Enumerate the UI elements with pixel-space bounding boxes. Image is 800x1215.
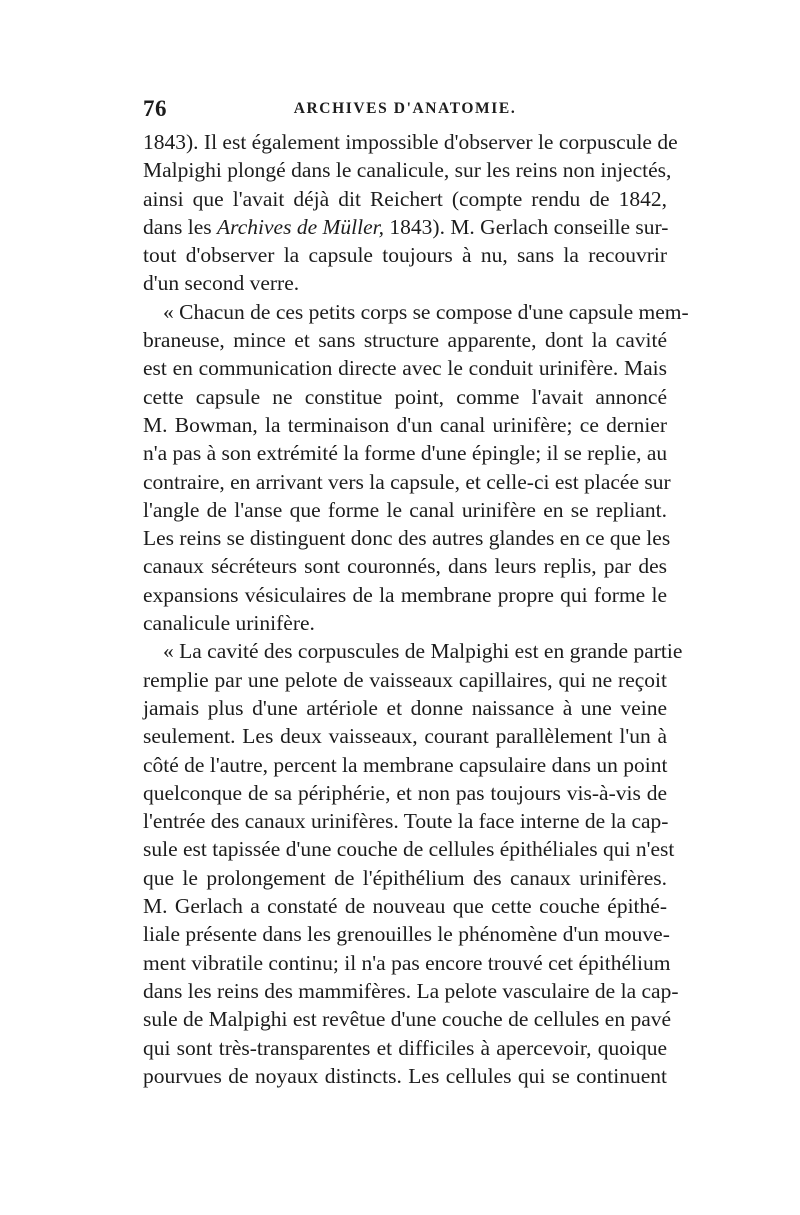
- text-line: quelconque de sa périphérie, et non pas toujours vis-à-vis de: [143, 780, 667, 805]
- text-line: dans les reins des mammifères. La pelote vasculaire de la cap-: [143, 978, 679, 1003]
- text-line: est en communication directe avec le conduit urinifère. Mais: [143, 356, 667, 381]
- text-line: expansions vésiculaires de la membrane propre qui forme le: [143, 582, 667, 607]
- text-line: ainsi que l'avait déjà dit Reichert (compte rendu de 1842,: [143, 186, 667, 211]
- text-line: Les reins se distinguent donc des autres glandes en ce que les: [143, 526, 671, 551]
- text-line: remplie par une pelote de vaisseaux capillaires, qui ne reçoit: [143, 667, 667, 692]
- text-line: 1843). Il est également impossible d'observer le corpuscule de: [143, 130, 678, 154]
- text-line: qui sont très-transparentes et difficiles à apercevoir, quoique: [143, 1035, 667, 1060]
- text-line: cette capsule ne constitue point, comme l'avait annoncé: [143, 384, 667, 409]
- text-line: ment vibratile continu; il n'a pas encore trouvé cet épithélium: [143, 950, 671, 975]
- running-title: ARCHIVES D'ANATOMIE.: [293, 100, 517, 117]
- text-line: côté de l'autre, percent la membrane capsulaire dans un point: [143, 752, 668, 777]
- text-fragment: 1843). M. Gerlach conseille sur-: [389, 214, 669, 239]
- text-line: [143, 213, 667, 241]
- text-line: sule de Malpighi est revêtue d'une couche de cellules en pavé: [143, 1007, 672, 1032]
- paragraph-start: « La cavité des corpuscules de Malpighi est en grande partie: [163, 639, 683, 664]
- text-line: d'un second verre.: [143, 271, 300, 296]
- text-line: n'a pas à son extrémité la forme d'une épingle; il se replie, au: [143, 441, 668, 466]
- text-line: l'entrée des canaux urinifères. Toute la face interne de la cap-: [143, 809, 669, 834]
- body-text: [143, 128, 689, 1090]
- text-line: canalicule urinifère.: [143, 611, 315, 636]
- text-line: liale présente dans les grenouilles le phénomène d'un mouve-: [143, 922, 670, 947]
- text-line: braneuse, mince et sans structure apparente, dont la cavité: [143, 328, 667, 353]
- text-line: tout d'observer la capsule toujours à nu, sans la recouvrir: [143, 243, 667, 268]
- page-header: [143, 96, 667, 126]
- page-number: 76: [143, 96, 167, 121]
- text-line: canaux sécréteurs sont couronnés, dans leurs replis, par des: [143, 554, 667, 579]
- text-line: jamais plus d'une artériole et donne naissance à une veine: [143, 695, 667, 720]
- text-fragment: dans les: [143, 214, 212, 239]
- paragraph-start: « Chacun de ces petits corps se compose d'une capsule mem-: [163, 299, 689, 324]
- text-line: pourvues de noyaux distincts. Les cellules qui se continuent: [143, 1063, 667, 1088]
- text-line: l'angle de l'anse que forme le canal urinifère en se repliant.: [143, 497, 667, 522]
- text-line: sule est tapissée d'une couche de cellules épithéliales qui n'est: [143, 837, 675, 862]
- text-line: seulement. Les deux vaisseaux, courant parallèlement l'un à: [143, 724, 667, 749]
- text-line: contraire, en arrivant vers la capsule, et celle-ci est placée sur: [143, 469, 671, 494]
- text-line: Malpighi plongé dans le canalicule, sur les reins non injectés,: [143, 158, 672, 183]
- text-line: que le prolongement de l'épithélium des canaux urinifères.: [143, 865, 667, 890]
- text-line: M. Gerlach a constaté de nouveau que cette couche épithé-: [143, 894, 667, 919]
- text-line: M. Bowman, la terminaison d'un canal urinifère; ce dernier: [143, 412, 667, 437]
- journal-title: Archives de Müller,: [217, 214, 385, 239]
